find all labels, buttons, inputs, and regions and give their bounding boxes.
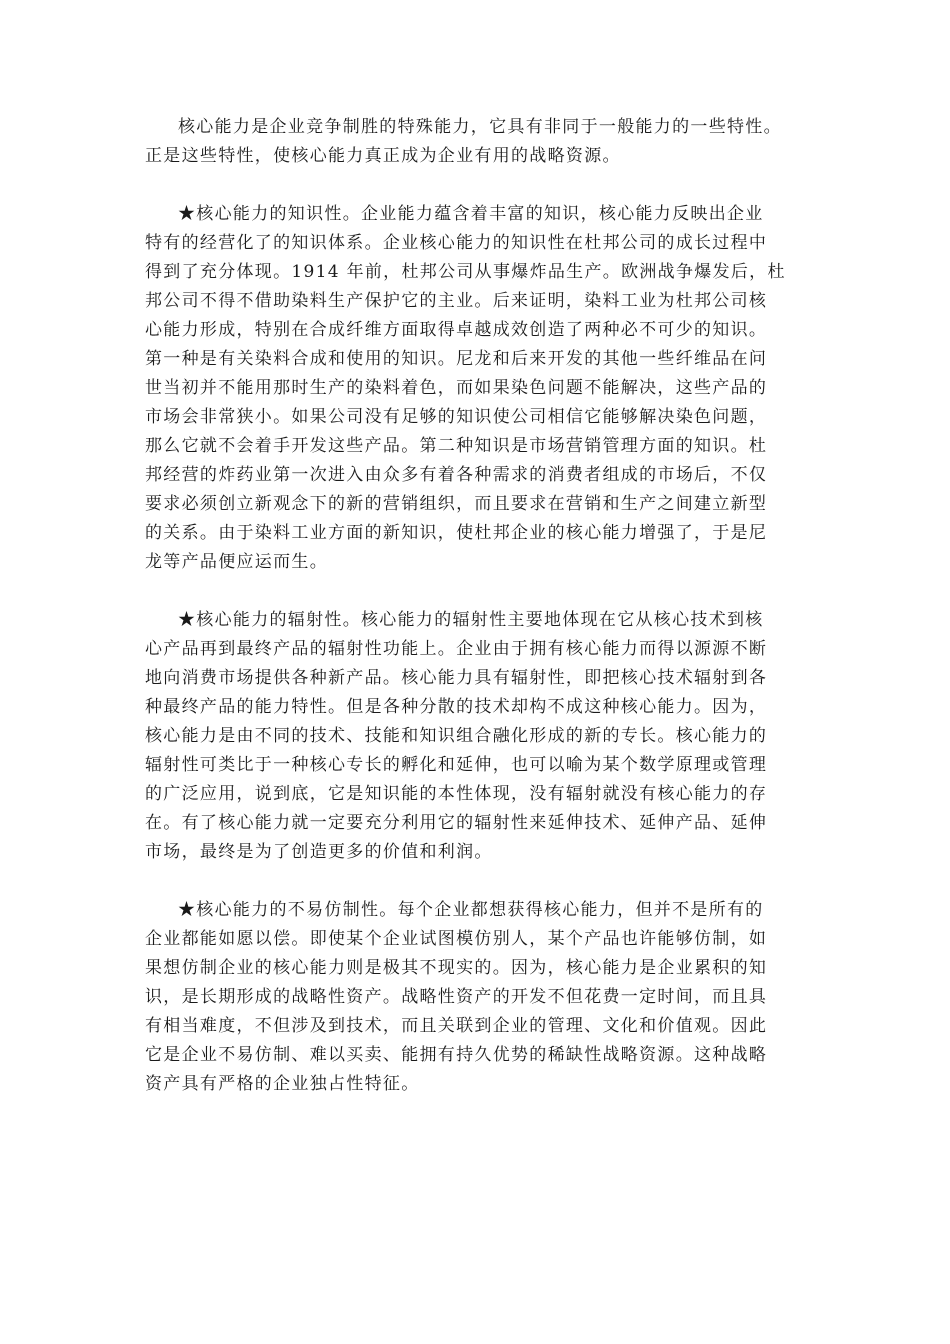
text-line: 心产品再到最终产品的辐射性功能上。企业由于拥有核心能力而得以源源不断 [145, 639, 768, 659]
paragraph-intro [145, 113, 810, 171]
text-line: 邦经营的炸药业第一次进入由众多有着各种需求的消费者组成的市场后，不仅 [145, 465, 768, 485]
text-line: 市场会非常狭小。如果公司没有足够的知识使公司相信它能够解决染色问题， [145, 407, 768, 427]
text-line: 果想仿制企业的核心能力则是极其不现实的。因为，核心能力是企业累积的知 [145, 958, 768, 978]
document-body [145, 113, 810, 1128]
text-line: 企业都能如愿以偿。即使某个企业试图模仿别人，某个产品也许能够仿制，如 [145, 929, 768, 949]
text-line: 心能力形成，特别在合成纤维方面取得卓越成效创造了两种必不可少的知识。 [145, 320, 768, 340]
text-line: 得到了充分体现。1914 年前，杜邦公司从事爆炸品生产。欧洲战争爆发后，杜 [145, 262, 786, 282]
paragraph-knowledge [145, 200, 810, 577]
text-line: 种最终产品的能力特性。但是各种分散的技术却构不成这种核心能力。因为， [145, 697, 768, 717]
paragraph-radiation [145, 606, 810, 867]
text-line: 要求必须创立新观念下的新的营销组织，而且要求在营销和生产之间建立新型 [145, 494, 768, 514]
text-line: 在。有了核心能力就一定要充分利用它的辐射性来延伸技术、延伸产品、延伸 [145, 813, 768, 833]
text-line: 正是这些特性，使核心能力真正成为企业有用的战略资源。 [145, 146, 621, 166]
text-line: 邦公司不得不借助染料生产保护它的主业。后来证明，染料工业为杜邦公司核 [145, 291, 768, 311]
text-line: 市场，最终是为了创造更多的价值和利润。 [145, 842, 493, 862]
text-line: 第一种是有关染料合成和使用的知识。尼龙和后来开发的其他一些纤维品在问 [145, 349, 768, 369]
text-line: 世当初并不能用那时生产的染料着色，而如果染色问题不能解决，这些产品的 [145, 378, 768, 398]
text-line: 核心能力是由不同的技术、技能和知识组合融化形成的新的专长。核心能力的 [145, 726, 768, 746]
text-line: 龙等产品便应运而生。 [145, 552, 328, 572]
text-line: 资产具有严格的企业独占性特征。 [145, 1074, 420, 1094]
text-line: 有相当难度，不但涉及到技术，而且关联到企业的管理、文化和价值观。因此 [145, 1016, 768, 1036]
text-line: 的广泛应用，说到底，它是知识能的本性体现，没有辐射就没有核心能力的存 [145, 784, 768, 804]
text-line: 核心能力是企业竞争制胜的特殊能力，它具有非同于一般能力的一些特性。 [178, 117, 782, 137]
text-line: ★核心能力的不易仿制性。每个企业都想获得核心能力，但并不是所有的 [178, 900, 764, 920]
text-line: 的关系。由于染料工业方面的新知识，使杜邦企业的核心能力增强了，于是尼 [145, 523, 768, 543]
text-line: 它是企业不易仿制、难以买卖、能拥有持久优势的稀缺性战略资源。这种战略 [145, 1045, 768, 1065]
text-line: 辐射性可类比于一种核心专长的孵化和延伸，也可以喻为某个数学原理或管理 [145, 755, 768, 775]
paragraph-inimitability [145, 896, 810, 1099]
text-line: 特有的经营化了的知识体系。企业核心能力的知识性在杜邦公司的成长过程中 [145, 233, 768, 253]
text-line: ★核心能力的辐射性。核心能力的辐射性主要地体现在它从核心技术到核 [178, 610, 764, 630]
text-line: 地向消费市场提供各种新产品。核心能力具有辐射性，即把核心技术辐射到各 [145, 668, 768, 688]
text-line: 那么它就不会着手开发这些产品。第二种知识是市场营销管理方面的知识。杜 [145, 436, 768, 456]
text-line: ★核心能力的知识性。企业能力蕴含着丰富的知识，核心能力反映出企业 [178, 204, 764, 224]
text-line: 识，是长期形成的战略性资产。战略性资产的开发不但花费一定时间，而且具 [145, 987, 768, 1007]
